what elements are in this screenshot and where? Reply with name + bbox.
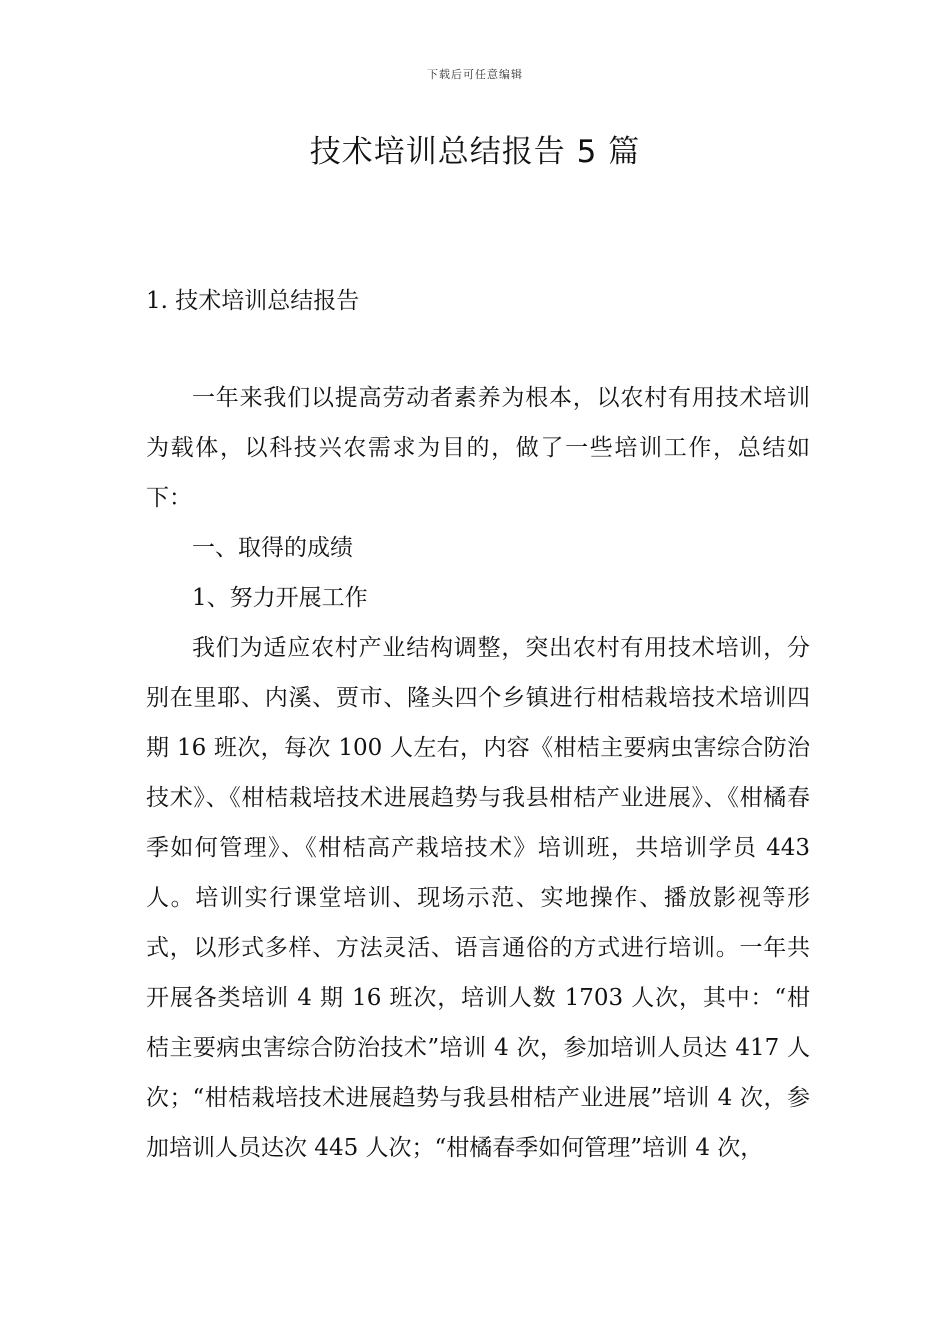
paragraph-subheading-work: 1、努力开展工作 <box>192 585 368 611</box>
document-body <box>146 373 810 1173</box>
paragraph-training-details: 我们为适应农村产业结构调整，突出农村有用技术培训，分别在里耶、内溪、贾市、隆头四个乡镇进行柑桔栽培技术培训四期 16 班次，每次 100 人左右，内容《柑桔主要病虫害综合防治技术》、《柑桔栽培技术进展趋势与我县柑桔产业进展》、《柑橘春季如何管理》、《柑桔高产栽培技术》培训班，共培训学员 443 人。培训实行课堂培训、现场示范、实地操作、播放影视等形式，以形式多样、方法灵活、语言通俗的方式进行培训。一年共开展各类培训 4 期 16 班次，培训人数 1703 人次，其中：“柑桔主要病虫害综合防治技术”培训 4 次，参加培训人员达 417 人次；“柑桔栽培技术进展趋势与我县柑桔产业进展”培训 4 次，参加培训人员达次 445 人次；“柑橘春季如何管理”培训 4 次， <box>146 635 810 1161</box>
section-heading: 1. 技术培训总结报告 <box>146 288 360 314</box>
paragraph-intro: 一年来我们以提高劳动者素养为根本，以农村有用技术培训为载体，以科技兴农需求为目的，做了一些培训工作，总结如下： <box>146 385 810 511</box>
document-title: 技术培训总结报告 5 篇 <box>309 134 641 170</box>
paragraph-subheading-achievements: 一、取得的成绩 <box>192 535 353 561</box>
header-note: 下载后可任意编辑 <box>427 68 523 81</box>
